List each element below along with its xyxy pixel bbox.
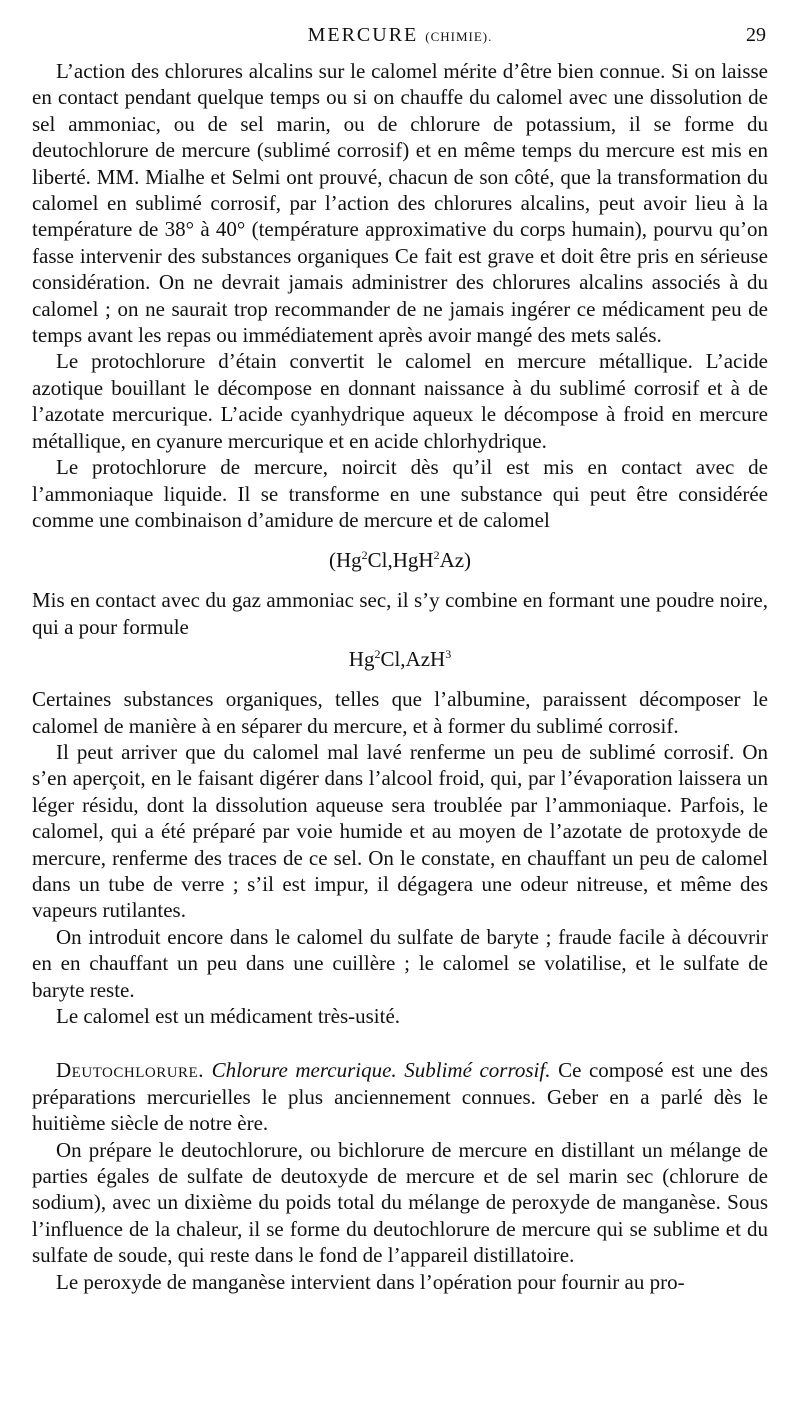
paragraph-gaz-ammoniac: Mis en contact avec du gaz ammoniac sec, il s’y combine en formant une poudre noire, qui a pour formule (32, 588, 768, 639)
formula-sup: 2 (361, 548, 368, 563)
section-gap (32, 1029, 768, 1057)
section-synonyms: Chlorure mercurique. Sublimé corrosif. (211, 1058, 551, 1083)
paragraph-medicament: Le calomel est un médicament très-usité. (56, 1004, 401, 1028)
paragraph-calomel-mal-lave: Il peut arriver que du calomel mal lavé renferme un peu de sublimé corrosif. On s’en aperçoit, en le faisant digérer dans l’alcool froid, qui, par l’évaporation laissera un léger résidu, dont la dissolution aqueuse sera troublée par l’ammoniaque. Parfois, le calomel, qui a été préparé par voie humide et au moyen de l’azotate de protoxyde de mercure, renferme des traces de ce sel. On le constate, en chauffant un peu de calomel dans un tube de verre ; s’il est impur, il dégagera une odeur nitreuse, et même des vapeurs rutilantes. (32, 739, 768, 923)
formula-part: Az) (439, 548, 472, 573)
paragraph-protochlorure-etain: Le protochlorure d’étain convertit le calomel en mercure métallique. L’acide azotique bouillant le décompose en donnant naissance à du sublimé corrosif et à de l’azotate mercurique. L’acide cyanhydrique aqueux le décompose à froid en mercure métallique, en cyanure mercurique et en acide chlorhydrique. (32, 349, 768, 453)
running-head (32, 24, 768, 58)
formula-part: Hg (348, 647, 375, 672)
paragraph-preparation: On prépare le deutochlorure, ou bichlorure de mercure en distillant un mélange de parties égales de sulfate de deutoxyde de mercure et de sel marin sec (chlorure de sodium), avec un dixième du poids total du mélange de peroxyde de manganèse. Sous l’influence de la chaleur, il se forme du deutochlorure de mercure qui se sublime et du sulfate de soude, qui reste dans le fond de l’appareil distillatoire. (32, 1137, 768, 1268)
section-text: Ce composé est une des préparations mercurielles le plus anciennement connues. Geber en a parlé dès le huitième siècle de notre ère. (32, 1058, 769, 1136)
formula-ammoniac (32, 646, 768, 672)
paragraph-peroxyde: Le peroxyde de manganèse intervient dans l’opération pour fournir au pro- (56, 1269, 685, 1294)
running-title: MERCURE (307, 24, 419, 46)
formula-part: Cl,HgH (367, 548, 434, 573)
formula-sup: 2 (374, 647, 381, 662)
section-term: Deutochlorure. (56, 1058, 204, 1083)
paragraph-chlorures-alcalins: L’action des chlorures alcalins sur le calomel mérite d’être bien connue. Si on laisse en contact pendant quelque temps ou si on chauffe du calomel avec une dissolution de sel ammoniac, ou de sel marin, ou de chlorure de potassium, il se forme du deutochlorure de mercure (sublimé corrosif) et en même temps du mercure est mis en liberté. MM. Mialhe et Selmi ont prouvé, chacun de son côté, que la transformation du calomel en sublimé corrosif, par l’action des chlorures alcalins, peut avoir lieu à la température de 38° à 40° (température approximative du corps humain), pourvu qu’on fasse intervenir des substances organiques Ce fait est grave et doit être pris en sérieuse considération. On ne devrait jamais administrer des chlorures alcalins associés à du calomel ; on ne saurait trop recommander de ne jamais ingérer ce médicament peu de temps avant les repas ou immédiatement après avoir mangé des mets salés. (32, 59, 768, 348)
paragraph-ammoniaque: Le protochlorure de mercure, noircit dès qu’il est mis en contact avec de l’ammoniaque liquide. Il se transforme en une substance qui peut être considérée comme une combinaison d’amidure de mercure et de calomel (32, 455, 768, 532)
book-page (32, 24, 768, 1295)
formula-sup: 3 (445, 647, 452, 662)
formula-part: Cl,AzH (380, 647, 446, 672)
paragraph-deutochlorure (32, 1057, 768, 1136)
paragraph-albumine: Certaines substances organiques, telles que l’albumine, paraissent décomposer le calomel de manière à en séparer du mercure, et à former du sublimé corrosif. (32, 687, 768, 738)
page-number: 29 (746, 24, 766, 46)
formula-sup: 2 (433, 548, 440, 563)
running-subtitle: (CHIMIE). (425, 29, 493, 44)
paragraph-sulfate-baryte: On introduit encore dans le calomel du sulfate de baryte ; fraude facile à découvrir en en chauffant un peu dans une cuillère ; le calomel se volatilise, et le sulfate de baryte reste. (32, 924, 768, 1002)
formula-part: (Hg (328, 548, 362, 573)
formula-amidure (32, 547, 768, 573)
